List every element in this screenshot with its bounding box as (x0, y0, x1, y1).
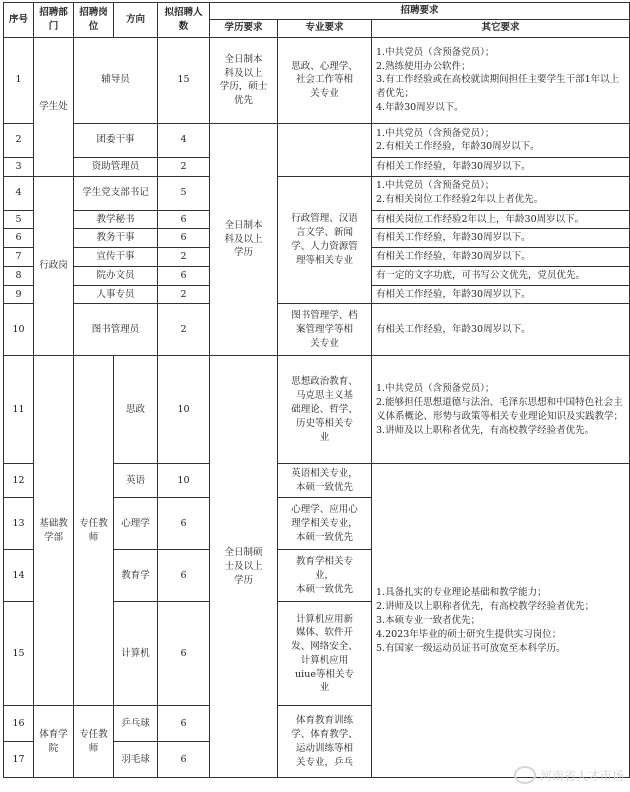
row-seq: 15 (4, 602, 34, 706)
count-cell: 4 (158, 123, 210, 157)
table-row (4, 356, 630, 464)
major-cell: 英语相关专业， 本硕一致优先 (278, 464, 372, 498)
post-cell: 专任教师 (74, 706, 114, 778)
count-cell: 6 (158, 229, 210, 248)
col-seq-header: 序号 (4, 3, 34, 38)
table-row (4, 304, 630, 356)
other-cell: 1.中共党员（含预备党员）； 2.有相关工作经验，年龄30周岁以下。 (372, 123, 630, 157)
major-cell-empty (278, 123, 372, 176)
row-seq: 14 (4, 550, 34, 602)
row-seq: 16 (4, 706, 34, 742)
col-edu-header: 学历要求 (210, 19, 278, 37)
row-seq: 4 (4, 176, 34, 210)
table-row (4, 176, 630, 210)
count-cell: 5 (158, 176, 210, 210)
count-cell: 6 (158, 498, 210, 550)
edu-cell: 全日制本 科及以上 学历，硕士 优先 (210, 37, 278, 123)
col-dept-header: 招聘部门 (34, 3, 74, 38)
count-cell: 2 (158, 248, 210, 267)
count-cell: 10 (158, 464, 210, 498)
post-cell: 院办文员 (74, 266, 158, 285)
watermark-text: 河南省人才市场 (539, 768, 624, 783)
recruitment-table (3, 2, 630, 778)
count-cell: 6 (158, 210, 210, 229)
major-cell: 图书管理学、档 案管理学等相 关专业 (278, 304, 372, 356)
direction-cell: 教育学 (114, 550, 158, 602)
row-seq: 1 (4, 37, 34, 123)
row-seq: 12 (4, 464, 34, 498)
row-seq: 8 (4, 266, 34, 285)
post-cell: 教学秘书 (74, 210, 158, 229)
other-cell: 有相关工作经验，年龄30周岁以下。 (372, 229, 630, 248)
count-cell: 6 (158, 550, 210, 602)
row-seq: 17 (4, 742, 34, 778)
post-cell: 团委干事 (74, 123, 158, 157)
major-cell: 体育教育训练 学、体育教学、 运动训练等相 关专业，乒乓 (278, 706, 372, 778)
major-cell: 思政、心理学、 社会工作等相 关专业 (278, 37, 372, 123)
edu-cell: 全日制硕 士及以上 学历 (210, 356, 278, 778)
direction-cell: 羽毛球 (114, 742, 158, 778)
direction-cell: 乒乓球 (114, 706, 158, 742)
row-seq: 9 (4, 285, 34, 304)
major-cell: 教育学相关专 业， 本硕一致优先 (278, 550, 372, 602)
other-cell: 有相关工作经验，年龄30周岁以下。 (372, 304, 630, 356)
other-cell: 1.中共党员（含预备党员）； 2.熟练使用办公软件； 3.有工作经验或在高校就读期间担任主要学生干部1年以上者优先； 4.年龄30周岁以下。 (372, 37, 630, 123)
row-seq: 13 (4, 498, 34, 550)
count-cell: 6 (158, 266, 210, 285)
count-cell: 2 (158, 304, 210, 356)
row-seq: 3 (4, 157, 34, 176)
post-cell: 学生党支部书记 (74, 176, 158, 210)
col-other-header: 其它要求 (372, 19, 630, 37)
row-seq: 5 (4, 210, 34, 229)
count-cell: 6 (158, 742, 210, 778)
count-cell: 15 (158, 37, 210, 123)
other-cell: 1.具备扎实的专业理论基础和教学能力； 2.讲师及以上职称者优先，有高校教学经验者优先； 3.本硕专业一致者优先； 4.2023年毕业的硕士研究生提供实习岗位； 5.有国家一级运动员证书可放宽至本科学历。 (372, 464, 630, 778)
requirements-header: 招聘要求 (210, 3, 630, 20)
count-cell: 6 (158, 602, 210, 706)
row-seq: 10 (4, 304, 34, 356)
dept-cell: 行政岗 (34, 176, 74, 356)
post-cell: 宣传干事 (74, 248, 158, 267)
direction-cell: 心理学 (114, 498, 158, 550)
dept-cell: 基础教学部 (34, 356, 74, 706)
post-cell: 资助管理员 (74, 157, 158, 176)
post-cell: 教务干事 (74, 229, 158, 248)
other-cell: 1.中共党员（含预备党员）； 2.有相关岗位工作经验2年以上者优先。 (372, 176, 630, 210)
col-post-header: 招聘岗位 (74, 3, 114, 38)
table-row (4, 37, 630, 123)
other-cell: 有一定的文字功底，可书写公文优先，党员优先。 (372, 266, 630, 285)
major-cell: 心理学、应用心 理学相关专业， 本硕一致优先 (278, 498, 372, 550)
major-cell: 思想政治教育、 马克思主义基 础理论、哲学、 历史等相关专 业 (278, 356, 372, 464)
col-major-header: 专业要求 (278, 19, 372, 37)
other-cell: 1.中共党员（含预备党员）； 2.能够担任思想道德与法治、毛泽东思想和中国特色社会主义体系概论、形势与政策等相关专业理论知识及实践教学； 3.讲师及以上职称者优先，有高校教学经验者优先。 (372, 356, 630, 464)
count-cell: 2 (158, 157, 210, 176)
direction-cell: 思政 (114, 356, 158, 464)
post-cell: 图书管理员 (74, 304, 158, 356)
post-cell: 人事专员 (74, 285, 158, 304)
major-cell: 计算机应用新 媒体、软件开 发、网络安全、 计算机应用 uiue等相关专 业 (278, 602, 372, 706)
count-cell: 6 (158, 706, 210, 742)
col-direction-header: 方向 (114, 3, 158, 38)
post-cell: 辅导员 (74, 37, 158, 123)
direction-cell: 计算机 (114, 602, 158, 706)
watermark (514, 766, 624, 784)
weibo-icon (514, 766, 536, 784)
post-cell: 专任教师 (74, 356, 114, 706)
row-seq: 6 (4, 229, 34, 248)
count-cell: 2 (158, 285, 210, 304)
dept-cell: 学生处 (34, 37, 74, 176)
row-seq: 7 (4, 248, 34, 267)
other-cell: 有相关工作经验，年龄30周岁以下。 (372, 248, 630, 267)
dept-cell: 体育学院 (34, 706, 74, 778)
row-seq: 11 (4, 356, 34, 464)
other-cell: 有相关工作经验，年龄30周岁以下。 (372, 285, 630, 304)
row-seq: 2 (4, 123, 34, 157)
edu-cell: 全日制本 科及以上 学历 (210, 123, 278, 356)
major-cell: 行政管理、汉语 言文学、新闻 学、人力资源管 理等相关专业 (278, 176, 372, 304)
count-cell: 10 (158, 356, 210, 464)
other-cell: 有相关岗位工作经验2年以上，年龄30周岁以下。 (372, 210, 630, 229)
direction-cell: 英语 (114, 464, 158, 498)
table-row (4, 123, 630, 157)
col-count-header: 拟招聘人数 (158, 3, 210, 38)
other-cell: 有相关工作经验，年龄30周岁以下。 (372, 157, 630, 176)
header-row-1 (4, 3, 630, 20)
